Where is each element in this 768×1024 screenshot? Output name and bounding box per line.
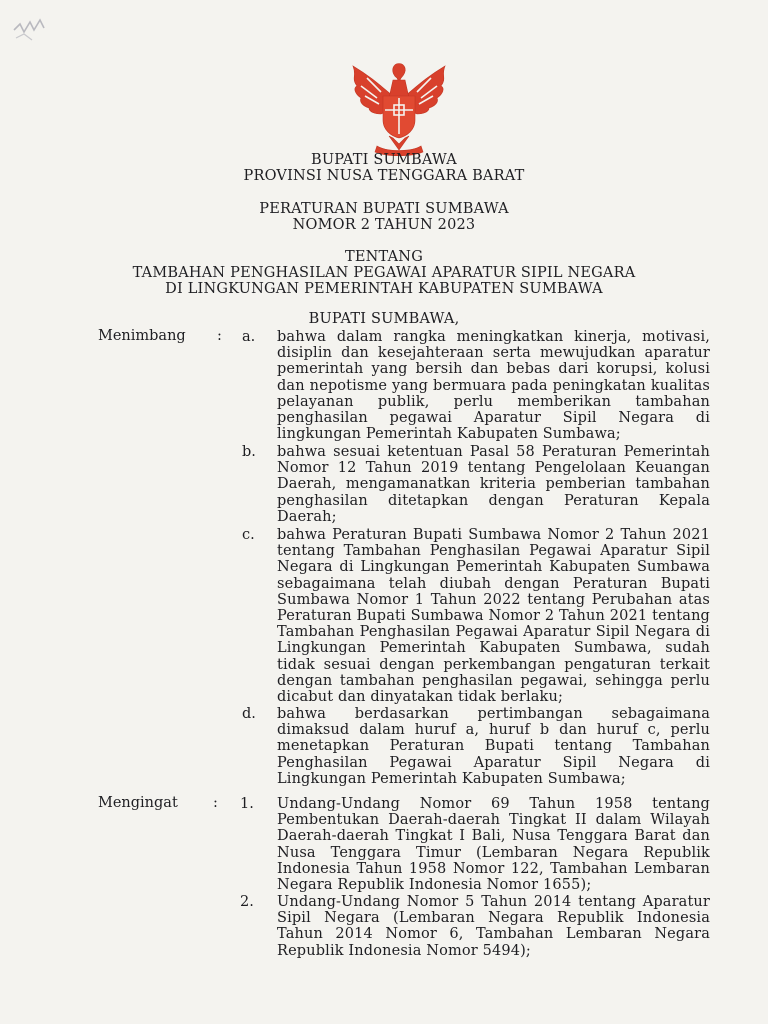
menimbang-colon: : <box>217 328 222 344</box>
regent-title: BUPATI SUMBAWA <box>311 152 457 168</box>
menimbang-marker-d: d. <box>242 706 256 722</box>
menimbang-label: Menimbang <box>98 328 186 344</box>
mengingat-marker-2: 2. <box>240 894 254 910</box>
menimbang-item-b: bahwa sesuai ketentuan Pasal 58 Peraturan Pemerintah Nomor 12 Tahun 2019 tentang Pengelolaan Keuangan Daerah, mengamanatkan kriteria pemberian tambahan penghasilan ditetapkan dengan Peraturan Kepala Daerah; <box>277 444 710 525</box>
garuda-emblem-icon <box>343 58 455 158</box>
regulation-title: PERATURAN BUPATI SUMBAWA <box>259 201 509 217</box>
menimbang-item-a: bahwa dalam rangka meningkatkan kinerja, motivasi, disiplin dan kesejahteraan serta mewujudkan aparatur pemerintah yang bersih dan bebas dari korupsi, kolusi dan nepotisme yang bermuara pada peningkatan kualitas pelayanan publik, perlu memberikan tambahan penghasilan pegawai Aparatur Sipil Negara di lingkungan Pemerintah Kabupaten Sumbawa; <box>277 329 710 443</box>
menimbang-marker-a: a. <box>242 329 256 345</box>
menimbang-marker-c: c. <box>242 527 255 543</box>
mengingat-item-2: Undang-Undang Nomor 5 Tahun 2014 tentang Aparatur Sipil Negara (Lembaran Negara Republik Indonesia Tahun 2014 Nomor 6, Tambahan Lembaran Negara Republik Indonesia Nomor 5494); <box>277 894 710 959</box>
subject-line-1: TAMBAHAN PENGHASILAN PEGAWAI APARATUR SIPIL NEGARA <box>132 265 636 281</box>
about-heading: TENTANG <box>345 249 423 265</box>
menimbang-item-c: bahwa Peraturan Bupati Sumbawa Nomor 2 Tahun 2021 tentang Tambahan Penghasilan Pegawai Aparatur Sipil Negara di Lingkungan Pemerintah Kabupaten Sumbawa sebagaimana telah diubah dengan Peraturan Bupati Sumbawa Nomor 1 Tahun 2022 tentang Perubahan atas Peraturan Bupati Sumbawa Nomor 2 Tahun 2021 tentang Tambahan Penghasilan Pegawai Aparatur Sipil Negara di Lingkungan Pemerintah Kabupaten Sumbawa, sudah tidak sesuai dengan perkembangan pengaturan terkait dengan tambahan penghasilan pegawai, sehingga perlu dicabut dan dinyatakan tidak berlaku; <box>277 527 710 706</box>
province-title: PROVINSI NUSA TENGGARA BARAT <box>243 168 525 184</box>
mengingat-marker-1: 1. <box>240 796 254 812</box>
enacting-authority: BUPATI SUMBAWA, <box>308 311 460 327</box>
subject-line-2: DI LINGKUNGAN PEMERINTAH KABUPATEN SUMBAWA <box>165 281 603 297</box>
menimbang-item-d: bahwa berdasarkan pertimbangan sebagaimana dimaksud dalam huruf a, huruf b dan huruf c, perlu menetapkan Peraturan Bupati tentang Tambahan Penghasilan Pegawai Aparatur Sipil Negara di Lingkungan Pemerintah Kabupaten Sumbawa; <box>277 706 710 787</box>
mengingat-label: Mengingat <box>98 795 178 811</box>
corner-scribble-icon <box>10 8 54 48</box>
regulation-number: NOMOR 2 TAHUN 2023 <box>292 217 476 233</box>
menimbang-marker-b: b. <box>242 444 256 460</box>
mengingat-item-1: Undang-Undang Nomor 69 Tahun 1958 tentang Pembentukan Daerah-daerah Tingkat II dalam Wilayah Daerah-daerah Tingkat I Bali, Nusa Tenggara Barat dan Nusa Tenggara Timur (Lembaran Negara Republik Indonesia Tahun 1958 Nomor 122, Tambahan Lembaran Negara Republik Indonesia Nomor 1655); <box>277 796 710 894</box>
mengingat-colon: : <box>213 795 218 811</box>
